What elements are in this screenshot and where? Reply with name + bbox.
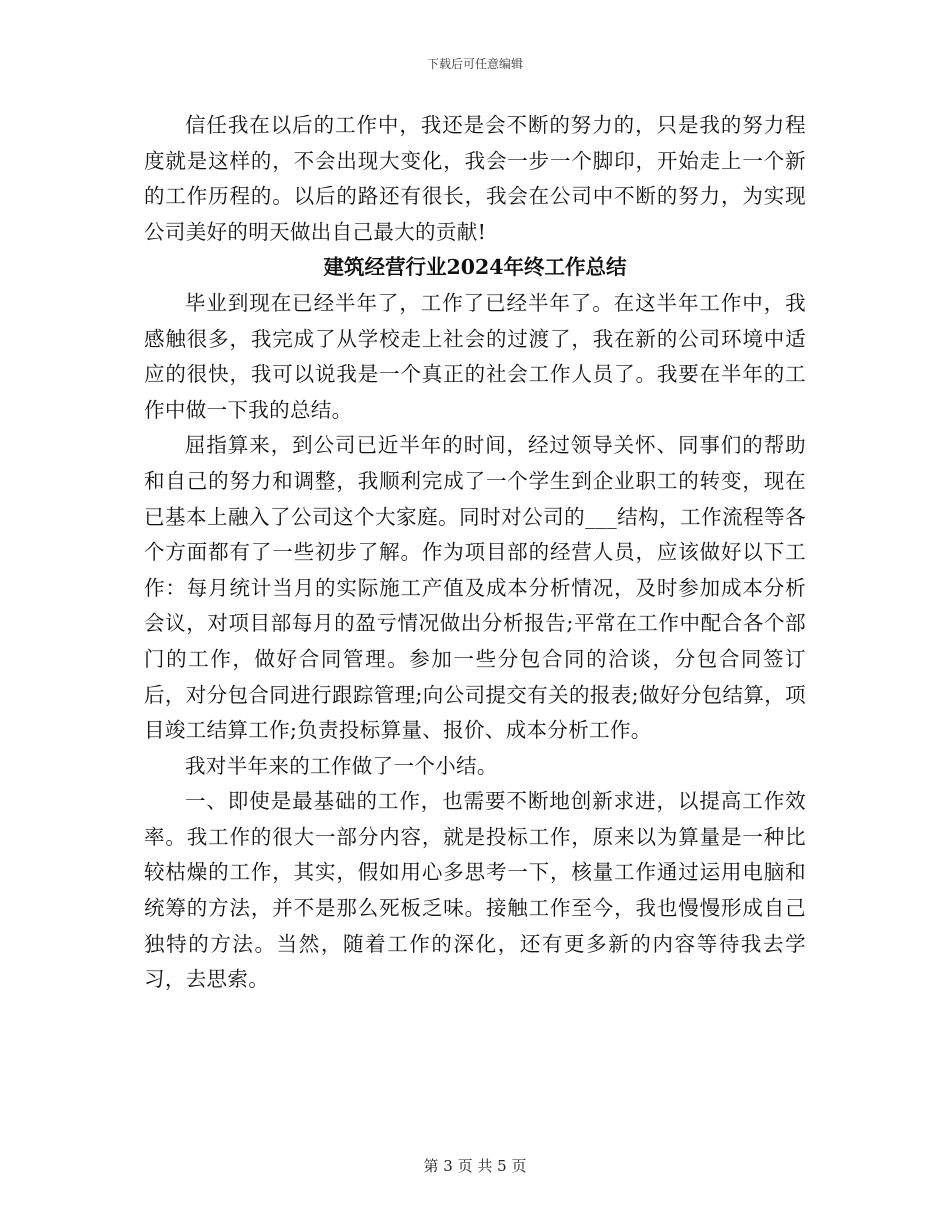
paragraph-summary-lead: 我对半年来的工作做了一个小结。 <box>185 753 498 778</box>
paragraph-duties: 屈指算来，到公司已近半年的时间，经过领导关怀、同事们的帮助和自己的努力和调整，我顺利完成了一个学生到企业职工的转变，现在已基本上融入了公司这个大家庭。同时对公司的___结构，工作流程等各个方面都有了一些初步了解。作为项目部的经营人员，应该做好以下工作：每月统计当月的实际施工产值及成本分析情况，及时参加成本分析会议，对项目部每月的盈亏情况做出分析报告;平常在工作中配合各个部门的工作，做好合同管理。参加一些分包合同的洽谈，分包合同签订后，对分包合同进行跟踪管理;向公司提交有关的报表;做好分包结算，项目竣工结算工作;负责投标算量、报价、成本分析工作。 <box>144 433 806 743</box>
page-number: 第 3 页 共 5 页 <box>423 1157 527 1175</box>
paragraph-intro: 毕业到现在已经半年了，工作了已经半年了。在这半年工作中，我感触很多，我完成了从学校走上社会的过渡了，我在新的公司环境中适应的很快，我可以说我是一个真正的社会工作人员了。我要在半年的工作中做一下我的总结。 <box>144 290 806 422</box>
page-header: 下载后可任意编辑 <box>426 57 523 71</box>
paragraph-closing: 信任我在以后的工作中，我还是会不断的努力的，只是我的努力程度就是这样的，不会出现大变化，我会一步一个脚印，开始走上一个新的工作历程的。以后的路还有很长，我会在公司中不断的努力，为实现公司美好的明天做出自己最大的贡献! <box>144 113 806 244</box>
section-title: 建筑经营行业2024年终工作总结 <box>323 255 627 280</box>
document-body <box>144 108 806 998</box>
paragraph-point-one: 一、即使是最基础的工作，也需要不断地创新求进，以提高工作效率。我工作的很大一部分内容，就是投标工作，原来以为算量是一种比较枯燥的工作，其实，假如用心多思考一下，核量工作通过运用电脑和统筹的方法，并不是那么死板乏味。接触工作至今，我也慢慢形成自己独特的方法。当然，随着工作的深化，还有更多新的内容等待我去学习，去思索。 <box>144 789 806 992</box>
